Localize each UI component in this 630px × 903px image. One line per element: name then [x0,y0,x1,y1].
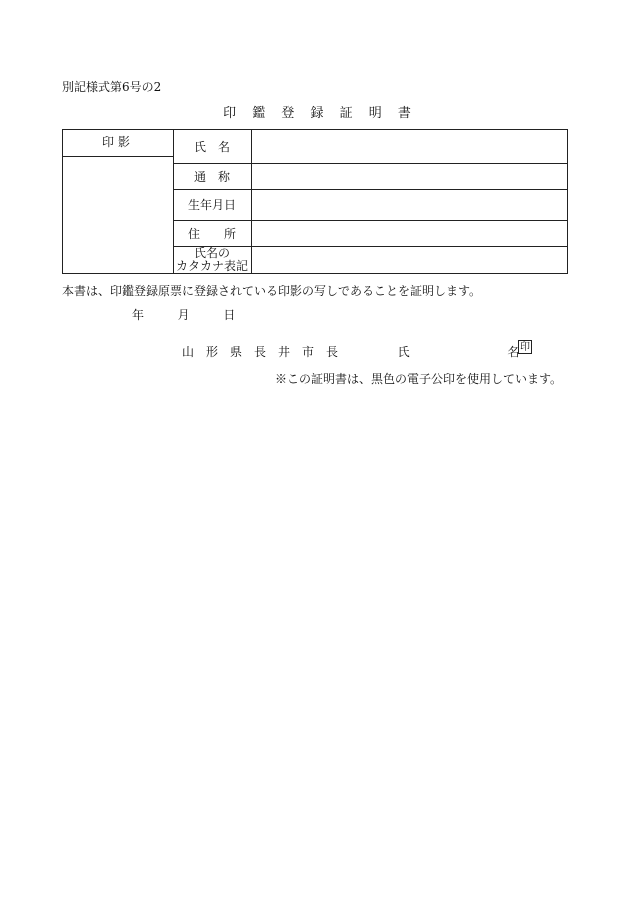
official-seal-mark: 印 [520,342,530,353]
alias-value [252,164,567,189]
document-title: 印 鑑 登 録 証 明 書 [223,106,417,121]
mayor-name-label-1: 氏 [397,345,410,359]
address-label: 住 所 [187,227,236,241]
certificate-table [62,129,568,274]
certification-statement: 本書は、印鑑登録原票に登録されている印影の写しであることを証明します。 [62,284,482,298]
date-year: 年 [132,308,145,322]
name-label: 氏 名 [193,140,230,154]
mayor-title: 山 形 県 長 井 市 長 [182,345,339,359]
name-value [252,130,567,163]
date-line [132,307,235,323]
electronic-seal-note: ※この証明書は、黒色の電子公印を使用しています。 [274,372,562,386]
seal-impression-area [63,157,173,273]
katakana-name-value [252,247,567,273]
seal-impression-header: 印影 [101,135,134,149]
katakana-name-label [173,247,251,273]
mayor-name-label-2: 名 [507,345,520,359]
birth-date-value [252,190,567,220]
address-value [252,221,567,246]
birth-date-label: 生年月日 [187,198,236,212]
katakana-label-line-1: 氏名の [193,246,230,260]
date-day: 日 [223,308,236,322]
form-number: 別記様式第6号の2 [62,80,162,94]
mayor-signature-line [182,344,519,360]
katakana-label-line-2: カタカナ表記 [175,259,248,273]
alias-label: 通 称 [193,170,230,184]
date-month: 月 [177,308,190,322]
